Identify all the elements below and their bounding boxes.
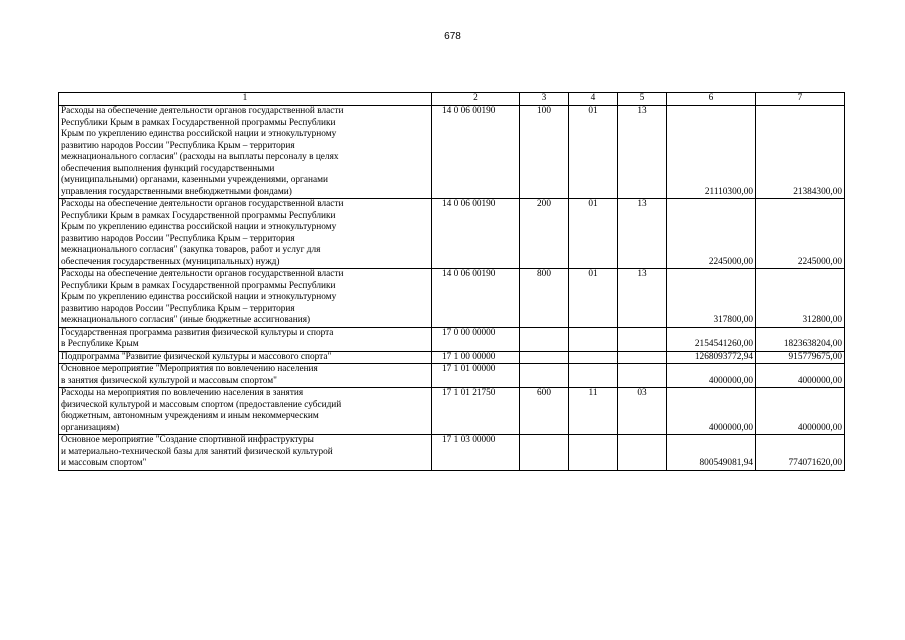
subsection-code: 03	[618, 388, 667, 435]
row-description	[59, 351, 432, 364]
row-description	[59, 327, 432, 351]
column-header: 7	[756, 93, 845, 106]
amount-year-2: 915779675,00	[756, 351, 845, 364]
amount-year-1: 800549081,94	[667, 435, 756, 471]
description-line: обеспечения выполнения функций государственными	[61, 163, 275, 174]
column-header: 5	[618, 93, 667, 106]
table-row	[59, 327, 845, 351]
expense-type-code: 600	[520, 388, 569, 435]
table-row	[59, 351, 845, 364]
amount-year-1: 21110300,00	[667, 106, 756, 199]
subsection-code: 13	[618, 106, 667, 199]
description-line: Республики Крым в рамках Государственной программы Республики	[61, 280, 336, 291]
description-line: развитию народов России "Республика Крым – территория	[61, 140, 295, 151]
expense-type-code: 800	[520, 269, 569, 328]
description-line: и материально-технической базы для занятий физической культурой	[61, 446, 333, 457]
section-code	[569, 351, 618, 364]
section-code	[569, 327, 618, 351]
table-row	[59, 364, 845, 388]
amount-year-2: 1823638204,00	[756, 327, 845, 351]
budget-classification-code: 14 0 06 00190	[432, 199, 520, 269]
description-line: Государственная программа развития физической культуры и спорта	[61, 327, 334, 338]
table-header-row	[59, 93, 845, 106]
description-line: Республики Крым в рамках Государственной программы Республики	[61, 210, 336, 221]
expense-type-code	[520, 351, 569, 364]
section-code: 01	[569, 199, 618, 269]
description-line: и массовым спортом"	[61, 458, 147, 468]
row-description	[59, 435, 432, 471]
row-description	[59, 269, 432, 328]
column-header: 1	[59, 93, 432, 106]
table-row	[59, 269, 845, 328]
row-description	[59, 388, 432, 435]
amount-year-1: 2154541260,00	[667, 327, 756, 351]
budget-classification-code: 17 0 00 00000	[432, 327, 520, 351]
subsection-code	[618, 435, 667, 471]
description-line: в Республике Крым	[61, 339, 139, 349]
subsection-code	[618, 327, 667, 351]
description-line: межнационального согласия" (закупка товаров, работ и услуг для	[61, 245, 321, 255]
subsection-code	[618, 364, 667, 388]
row-description	[59, 199, 432, 269]
column-header: 3	[520, 93, 569, 106]
subsection-code: 13	[618, 269, 667, 328]
amount-year-1: 2245000,00	[667, 199, 756, 269]
description-line: Расходы на мероприятия по вовлечению населения в занятия	[61, 388, 304, 398]
description-line: межнационального согласия" (иные бюджетные ассигнования)	[61, 315, 311, 325]
table-row	[59, 435, 845, 471]
expense-type-code	[520, 364, 569, 388]
table-row	[59, 388, 845, 435]
column-header: 4	[569, 93, 618, 106]
row-description	[59, 106, 432, 199]
description-line: межнационального согласия" (расходы на выплаты персоналу в целях	[61, 152, 339, 162]
description-line: Основное мероприятие "Создание спортивной инфраструктуры	[61, 435, 314, 445]
description-line: Подпрограмма "Развитие физической культуры и массового спорта"	[61, 351, 332, 362]
description-line: Крым по укреплению единства российской нации и этнокультурному	[61, 129, 337, 139]
subsection-code: 13	[618, 199, 667, 269]
table-row	[59, 106, 845, 199]
budget-classification-code: 17 1 01 00000	[432, 364, 520, 388]
subsection-code	[618, 351, 667, 364]
amount-year-1: 4000000,00	[667, 364, 756, 388]
amount-year-2: 21384300,00	[756, 106, 845, 199]
budget-classification-code: 17 1 03 00000	[432, 435, 520, 471]
expense-type-code: 100	[520, 106, 569, 199]
section-code: 11	[569, 388, 618, 435]
description-line: Расходы на обеспечение деятельности органов государственной власти	[61, 106, 344, 116]
amount-year-2: 2245000,00	[756, 199, 845, 269]
section-code	[569, 435, 618, 471]
description-line: Расходы на обеспечение деятельности органов государственной власти	[61, 269, 344, 279]
description-line: физической культурой и массовым спортом (предоставление субсидий	[61, 399, 342, 410]
amount-year-2: 4000000,00	[756, 388, 845, 435]
description-line: в занятия физической культурой и массовым спортом"	[61, 375, 277, 386]
description-line: развитию народов России "Республика Крым – территория	[61, 303, 295, 314]
description-line: (муниципальными) органами, казенными учреждениями, органами	[61, 175, 328, 185]
amount-year-2: 774071620,00	[756, 435, 845, 471]
budget-classification-code: 17 1 01 21750	[432, 388, 520, 435]
description-line: развитию народов России "Республика Крым – территория	[61, 233, 295, 244]
description-line: управления государственными внебюджетными фондами)	[61, 186, 292, 197]
description-line: Основное мероприятие "Мероприятия по вовлечению населения	[61, 364, 318, 374]
row-description	[59, 364, 432, 388]
section-code	[569, 364, 618, 388]
amount-year-1: 4000000,00	[667, 388, 756, 435]
description-line: Республики Крым в рамках Государственной программы Республики	[61, 117, 336, 128]
column-header: 6	[667, 93, 756, 106]
budget-classification-code: 17 1 00 00000	[432, 351, 520, 364]
description-line: Крым по укреплению единства российской нации и этнокультурному	[61, 292, 337, 302]
description-line: обеспечения государственных (муниципальных) нужд)	[61, 256, 280, 267]
column-header: 2	[432, 93, 520, 106]
budget-classification-code: 14 0 06 00190	[432, 106, 520, 199]
budget-classification-code: 14 0 06 00190	[432, 269, 520, 328]
page-number: 678	[444, 31, 461, 42]
section-code: 01	[569, 269, 618, 328]
description-line: бюджетным, автономным учреждениям и иным некоммерческим	[61, 411, 319, 421]
description-line: организациям)	[61, 422, 120, 433]
description-line: Крым по укреплению единства российской нации и этнокультурному	[61, 222, 337, 232]
table-row	[59, 199, 845, 269]
amount-year-1: 317800,00	[667, 269, 756, 328]
section-code: 01	[569, 106, 618, 199]
expense-type-code	[520, 327, 569, 351]
budget-table	[58, 92, 845, 471]
description-line: Расходы на обеспечение деятельности органов государственной власти	[61, 199, 344, 209]
amount-year-1: 1268093772,94	[667, 351, 756, 364]
amount-year-2: 4000000,00	[756, 364, 845, 388]
expense-type-code: 200	[520, 199, 569, 269]
amount-year-2: 312800,00	[756, 269, 845, 328]
expense-type-code	[520, 435, 569, 471]
